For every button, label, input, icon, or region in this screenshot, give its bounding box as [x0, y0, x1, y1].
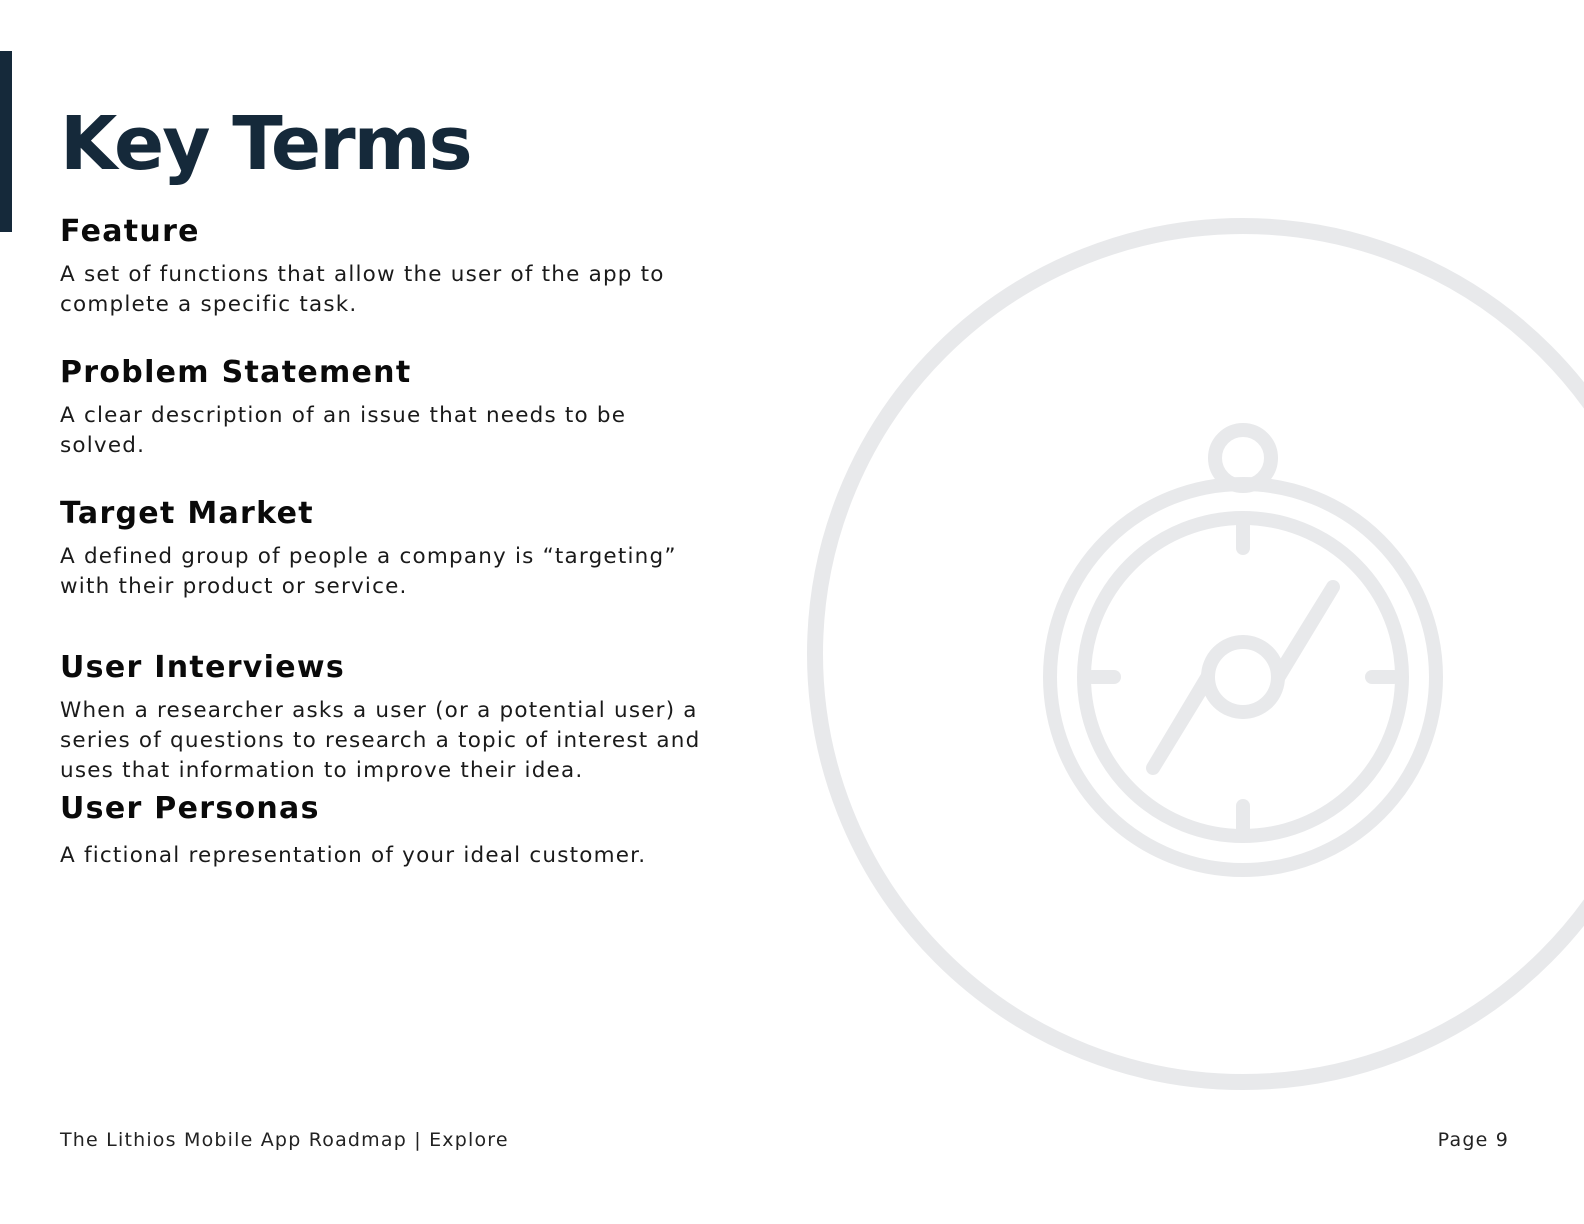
term-heading: Target Market	[60, 496, 314, 531]
footer-document-title: The Lithios Mobile App Roadmap | Explore	[60, 1129, 509, 1151]
compass-icon	[815, 226, 1584, 1082]
term-user-interviews	[60, 650, 760, 786]
term-user-personas	[60, 791, 760, 871]
term-definition: When a researcher asks a user (or a potential user) a series of questions to research a topic of interest and uses that information to improve their idea.	[60, 698, 701, 783]
term-definition: A clear description of an issue that needs to be solved.	[60, 403, 627, 458]
term-heading: Feature	[60, 214, 200, 249]
term-heading: User Personas	[60, 791, 320, 826]
term-definition: A defined group of people a company is “targeting” with their product or service.	[60, 544, 677, 599]
term-feature	[60, 214, 760, 320]
term-problem-statement	[60, 355, 760, 461]
page-title: Key Terms	[60, 101, 471, 187]
term-heading: User Interviews	[60, 650, 346, 685]
accent-bar	[0, 51, 12, 232]
needle-hub	[1208, 642, 1278, 712]
term-heading: Problem Statement	[60, 355, 412, 390]
compass-illustration	[800, 210, 1584, 1100]
term-definition: A set of functions that allow the user of the app to complete a specific task.	[60, 262, 665, 317]
term-target-market	[60, 496, 760, 602]
term-definition: A fictional representation of your ideal customer.	[60, 843, 647, 868]
outer-ring	[815, 226, 1584, 1082]
footer-page-number: Page 9	[1437, 1129, 1509, 1151]
